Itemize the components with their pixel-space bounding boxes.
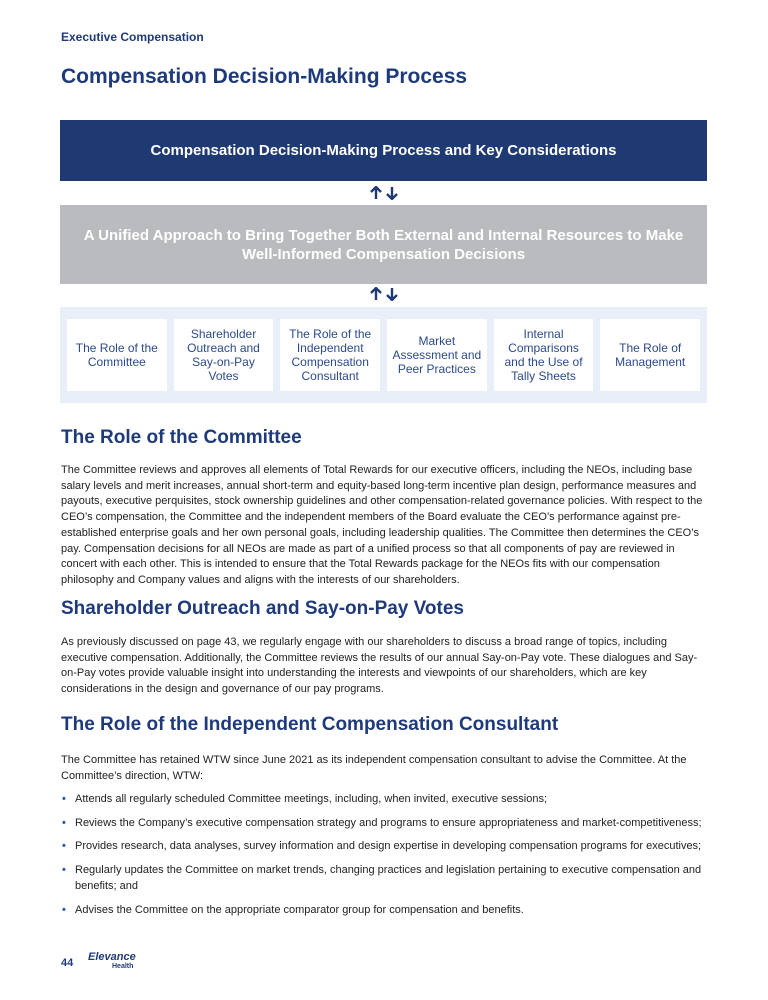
resource-box: The Role of Management bbox=[600, 319, 700, 391]
outreach-paragraph: As previously discussed on page 43, we regularly engage with our shareholders to discuss a broad range of topics, including executive compensation. Additionally, the Committee reviews the results of our annual Say-on-Pay vote. These dialogues and Say-on-Pay votes provide valuable insight into understanding the interests and viewpoints of our shareholders, which are key considerations in the design and governance of our pay programs. bbox=[61, 636, 698, 696]
resource-box: The Role of the Independent Compensation Consultant bbox=[280, 319, 380, 391]
arrow-up-icon bbox=[370, 287, 382, 301]
committee-paragraph: The Committee reviews and approves all elements of Total Rewards for our executive officers, including the NEOs, including base salary levels and merit increases, annual short-term and equity-based long-term incentive plan design, performance measures and payouts, executive perquisites, stock ownership guidelines and other compensation-related governance policies. With respect to the CEO’s compensation, the Committee and the independent members of the Board evaluate the CEO’s performance against pre-established enterprise goals and her own personal goals, including leadership qualities. The Committee then determines the CEO’s pay. Compensation decisions for all NEOs are made as part of a unified process so that all components of pay are reviewed in concert with each other. This is intended to ensure that the Total Rewards package for the NEOs fits with our compensation philosophy and Company values and aligns with the interests of our shareholders. bbox=[61, 464, 703, 586]
committee-heading: The Role of the Committee bbox=[61, 427, 302, 448]
process-banner bbox=[60, 120, 707, 181]
consultant-heading: The Role of the Independent Compensation Consultant bbox=[61, 714, 559, 735]
resource-box: Market Assessment and Peer Practices bbox=[387, 319, 487, 391]
bullet-icon: • bbox=[62, 793, 66, 805]
section-label: Executive Compensation bbox=[61, 30, 204, 44]
page-title: Compensation Decision-Making Process bbox=[61, 65, 468, 88]
list-item: • Advises the Committee on the appropriate comparator group for compensation and benefits. bbox=[61, 903, 709, 919]
arrow-up-icon bbox=[370, 186, 382, 200]
list-item: • Reviews the Company’s executive compensation strategy and programs to ensure appropriateness and market-competitiveness; bbox=[61, 816, 709, 832]
logo-line1: Elevance bbox=[88, 951, 136, 963]
consultant-duties-list bbox=[61, 792, 709, 926]
logo-line2: Health bbox=[112, 963, 134, 970]
unified-approach-text: A Unified Approach to Bring Together Both External and Internal Resources to Make Well-Informed Compensation Decisions bbox=[83, 226, 684, 263]
bullet-icon: • bbox=[62, 864, 66, 877]
consultant-paragraph: The Committee has retained WTW since June 2021 as its independent compensation consultant to advise the Committee. At the Committee’s direction, WTW: bbox=[61, 754, 687, 782]
outreach-heading: Shareholder Outreach and Say-on-Pay Votes bbox=[61, 598, 464, 619]
bidirectional-arrows bbox=[60, 183, 707, 203]
bullet-icon: • bbox=[62, 816, 66, 829]
list-item: • Provides research, data analyses, survey information and design expertise in developing compensation programs for executives; bbox=[61, 839, 709, 855]
bidirectional-arrows bbox=[60, 284, 707, 304]
unified-approach-banner bbox=[60, 205, 707, 284]
page-number: 44 bbox=[61, 957, 74, 969]
bullet-icon: • bbox=[62, 840, 66, 853]
elevance-logo bbox=[88, 952, 136, 970]
resource-box: Internal Comparisons and the Use of Tally Sheets bbox=[494, 319, 594, 391]
resource-box: Shareholder Outreach and Say-on-Pay Votes bbox=[174, 319, 274, 391]
list-item: • Attends all regularly scheduled Committee meetings, including, when invited, executive sessions; bbox=[61, 792, 709, 808]
bullet-icon: • bbox=[62, 903, 66, 916]
arrow-down-icon bbox=[386, 287, 398, 301]
process-banner-text: Compensation Decision-Making Process and Key Considerations bbox=[150, 142, 617, 159]
resource-box: The Role of the Committee bbox=[67, 319, 167, 391]
list-item: • Regularly updates the Committee on market trends, changing practices and legislation pertaining to executive compensation and benefits; and bbox=[62, 864, 702, 892]
arrow-down-icon bbox=[386, 186, 398, 200]
resource-boxes bbox=[60, 307, 707, 403]
